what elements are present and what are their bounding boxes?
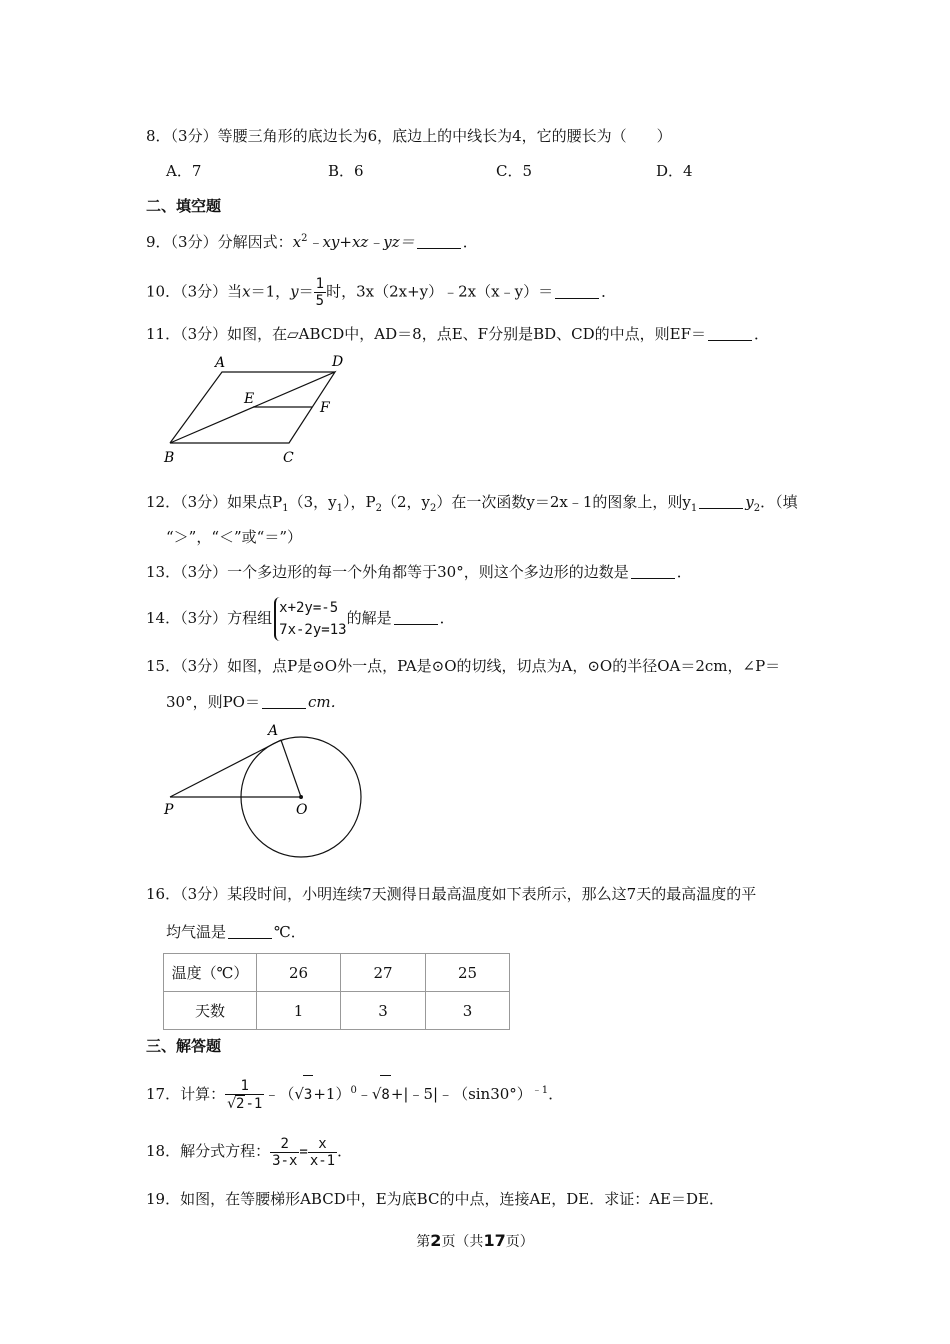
- section-answers: 三、解答题: [146, 1037, 222, 1055]
- q10-blank: [555, 284, 599, 299]
- label-o: O: [296, 802, 308, 818]
- q15-line1: 15．（3分）如图，点P是⊙O外一点，PA是⊙O的切线，切点为A，⊙O的半径OA＝2cm，∠P＝: [146, 657, 781, 675]
- label-p: P: [164, 802, 174, 818]
- total-pages: 17: [483, 1231, 506, 1250]
- q13: 13．（3分）一个多边形的每一个外角都等于30°，则这个多边形的边数是 ．: [146, 563, 692, 581]
- q18-fraction-left: $\frac{2}{3-x}$: [272, 1135, 298, 1169]
- q10-fraction: $\frac{1}{5}$: [315, 276, 325, 309]
- q17: 17．计算： $\frac{1}{√2-1}$ $﹣(√3+1)^0﹣√8+|﹣5|﹣(\sin 30^\circ)^{﹣1}$．: [146, 1072, 563, 1114]
- table-cell: 温度（℃）: [164, 954, 257, 992]
- table-cell: 3: [341, 992, 426, 1030]
- label-f: F: [320, 400, 330, 416]
- q16-line1: 16．（3分）某段时间，小明连续7天测得日最高温度如下表所示，那么这7天的最高温度的平: [146, 885, 757, 903]
- q19: 19．如图，在等腰梯形ABCD中，E为底BC的中点，连接AE，DE．求证：AE＝DE．: [146, 1190, 724, 1208]
- q15-blank: [262, 694, 306, 709]
- q8-option-b: B．6: [328, 162, 364, 180]
- q14-blank: [394, 610, 438, 625]
- q11: 11．（3分）如图，在▱ABCD中，AD＝8，点E、F分别是BD、CD的中点，则EF＝ ．: [146, 325, 769, 343]
- q8-option-a: A．7: [166, 162, 202, 180]
- q10: 10．（3分）当x＝1，y＝ $\frac{1}{5}$ 时，3x（2x+y）﹣2x（x﹣y）＝ ．: [146, 276, 617, 309]
- temperature-table: [163, 953, 510, 1030]
- q14: 14．（3分）方程组 x+2y=-5 7x-2y=13 的解是 ．: [146, 596, 455, 641]
- table-row: [164, 954, 510, 992]
- table-cell: 1: [257, 992, 341, 1030]
- label-a: A: [268, 723, 279, 739]
- q11-blank: [708, 326, 752, 341]
- section-fill-in: 二、填空题: [146, 197, 222, 215]
- q13-blank: [631, 564, 675, 579]
- q16-line2: 均气温是 ℃．: [166, 923, 306, 941]
- q12-line1: 12．（3分）如果点$P_1(3$，$y_1$），$P_2(2$，$y_2$）在一次函数y＝2x﹣1的图象上，则$y_1$ $y_2$．（填: [146, 493, 798, 514]
- table-row: [164, 992, 510, 1030]
- table-cell: 25: [426, 954, 510, 992]
- label-d: D: [332, 354, 344, 370]
- figure-circle: [160, 718, 370, 863]
- table-cell: 3: [426, 992, 510, 1030]
- label-a: A: [215, 355, 226, 371]
- label-b: B: [164, 450, 175, 466]
- q8-option-d: D．4: [656, 162, 693, 180]
- q18: 18．解分式方程： $\frac{2}{3-x}$ = $\frac{x}{x-1}$ ．: [146, 1135, 353, 1169]
- q8-stem: 8．（3分）等腰三角形的底边长为6，底边上的中线长为4，它的腰长为（ ）: [146, 127, 672, 145]
- label-c: C: [283, 450, 294, 466]
- label-e: E: [244, 391, 255, 407]
- q12-line2: “＞”，“＜”或“＝”）: [166, 528, 303, 546]
- q9: 9．（3分）分解因式：$x^2﹣xy+xz﹣yz=$ ．: [146, 233, 478, 251]
- table-cell: 天数: [164, 992, 257, 1030]
- q14-equation-system: x+2y=-5 7x-2y=13: [274, 597, 346, 641]
- q17-fraction: $\frac{1}{√2-1}$: [227, 1078, 263, 1112]
- q8-option-c: C．5: [496, 162, 533, 180]
- figure-parallelogram: [160, 350, 350, 468]
- page-number: 2: [430, 1231, 442, 1250]
- q18-fraction-right: $\frac{x}{x-1}$: [309, 1135, 336, 1169]
- page-footer: 第2页（共17页）: [416, 1231, 534, 1250]
- table-cell: 27: [341, 954, 426, 992]
- q12-blank: [699, 494, 743, 509]
- q16-blank: [228, 924, 272, 939]
- q9-blank: [417, 234, 461, 249]
- table-cell: 26: [257, 954, 341, 992]
- q15-line2: 30°，则PO＝ cm．: [166, 693, 346, 711]
